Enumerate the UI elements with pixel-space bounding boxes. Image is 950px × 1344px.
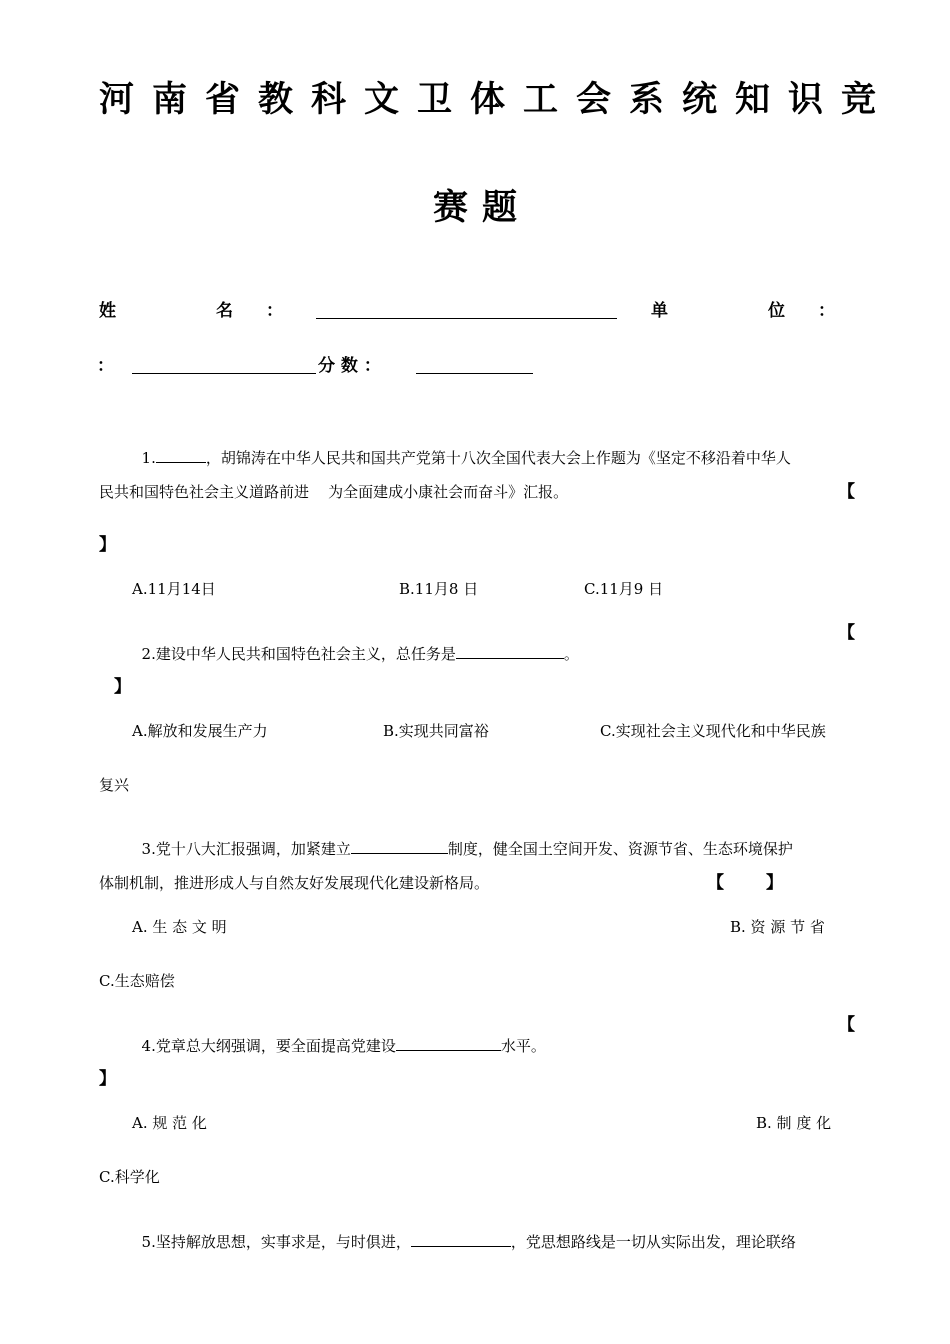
question-2-bracket-close: 】 (114, 677, 131, 697)
question-2-number: 2. (141, 645, 156, 663)
question-1-bracket-close: 】 (99, 535, 116, 555)
question-2-option-c-continued: 复兴 (99, 776, 130, 794)
score-label: 分 数 ： (318, 356, 381, 376)
name-label-colon: ： (266, 301, 283, 321)
question-2-bracket-open: 【 (838, 623, 855, 643)
question-5-number: 5. (141, 1233, 156, 1251)
question-1-option-a[interactable]: A.11月14日 (132, 580, 216, 598)
question-3-option-a[interactable]: A. 生 态 文 明 (132, 918, 227, 936)
question-1-line2: 民共和国特色社会主义道路前进 为全面建成小康社会而奋斗》汇报。 (99, 483, 569, 501)
question-2-text: 建设中华人民共和国特色社会主义，总任务是 (155, 645, 456, 663)
question-4-option-c[interactable]: C.科学化 (99, 1168, 160, 1186)
question-1-blank[interactable] (156, 447, 206, 463)
question-1-number: 1. (141, 449, 156, 467)
question-3-bracket-open: 【 (707, 873, 724, 893)
question-3-line1 (132, 818, 793, 859)
question-4-option-a[interactable]: A. 规 范 化 (132, 1114, 207, 1132)
unit-input-line[interactable] (132, 373, 316, 374)
unit-label-char2: 位 (768, 301, 785, 321)
question-4-blank[interactable] (396, 1035, 501, 1051)
question-5-line1 (132, 1211, 796, 1252)
question-5-text: 坚持解放思想，实事求是，与时俱进， (155, 1233, 411, 1251)
question-1-bracket-open: 【 (838, 482, 855, 502)
question-1-text: ，胡锦涛在中华人民共和国共产党第十八次全国代表大会上作题为《坚定不移沿着中华人 (205, 449, 791, 467)
question-4-text-tail: 水平。 (500, 1037, 546, 1055)
question-4-bracket-close: 】 (99, 1069, 116, 1089)
question-3-blank[interactable] (351, 838, 448, 854)
question-3-option-c[interactable]: C.生态赔偿 (99, 972, 175, 990)
question-4-text: 党章总大纲强调，要全面提高党建设 (155, 1037, 396, 1055)
question-2-option-c[interactable]: C.实现社会主义现代化和中华民族 (600, 722, 826, 740)
question-3-number: 3. (141, 840, 156, 858)
unit-label-char1: 单 (651, 301, 668, 321)
question-4-bracket-open: 【 (838, 1015, 855, 1035)
question-4-line1 (132, 1015, 546, 1056)
name-input-line[interactable] (316, 318, 617, 319)
unit-continued-colon: ： (97, 356, 114, 376)
question-2-option-a[interactable]: A.解放和发展生产力 (132, 722, 268, 740)
name-label-char2: 名 (216, 301, 233, 321)
question-3-line2: 体制机制，推进形成人与自然友好发展现代化建设新格局。 (99, 874, 490, 892)
document-title-line2: 赛题 (432, 188, 531, 228)
score-input-line[interactable] (416, 373, 533, 374)
question-1-line1 (132, 427, 791, 468)
question-4-number: 4. (141, 1037, 156, 1055)
name-label-char1: 姓 (99, 301, 116, 321)
question-2-line1 (132, 623, 579, 664)
question-2-text-tail: 。 (563, 645, 579, 663)
question-2-blank[interactable] (456, 643, 564, 659)
question-5-text-tail: ，党思想路线是一切从实际出发，理论联络 (510, 1233, 796, 1251)
question-5-blank[interactable] (411, 1231, 511, 1247)
question-4-option-b[interactable]: B. 制 度 化 (756, 1114, 832, 1132)
question-1-option-c[interactable]: C.11月9 日 (584, 580, 664, 598)
unit-label-colon: ： (818, 301, 835, 321)
question-3-text-tail: 制度，健全国土空间开发、资源节省、生态环境保护 (447, 840, 793, 858)
question-1-option-b[interactable]: B.11月8 日 (399, 580, 479, 598)
question-3-bracket-close: 】 (766, 873, 783, 893)
question-3-option-b[interactable]: B. 资 源 节 省 (730, 918, 825, 936)
question-3-text: 党十八大汇报强调，加紧建立 (155, 840, 351, 858)
question-2-option-b[interactable]: B.实现共同富裕 (383, 722, 489, 740)
document-title-line1: 河南省教科文卫体工会系统知识竞 (99, 80, 895, 120)
